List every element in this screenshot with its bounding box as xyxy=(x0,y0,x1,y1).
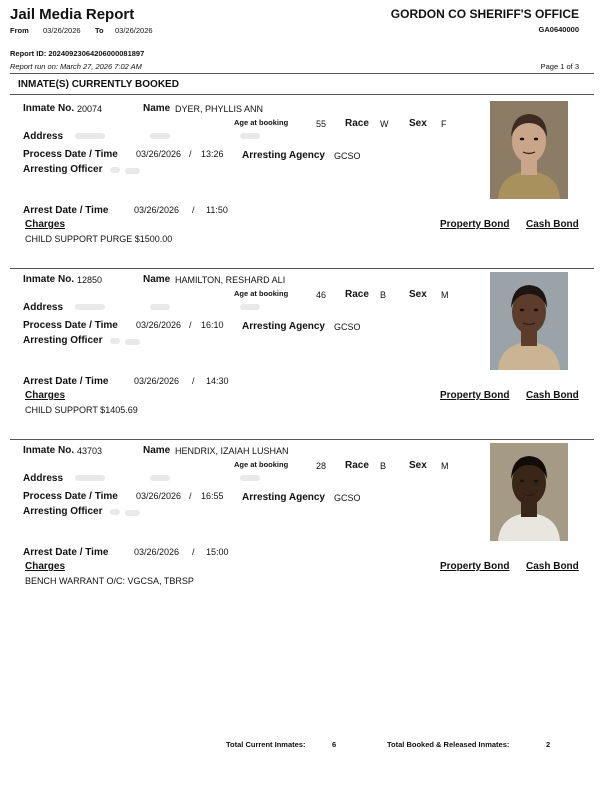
process-date: 03/26/2026 xyxy=(136,320,182,330)
sex-value: M xyxy=(441,290,449,300)
name-label: Name xyxy=(143,103,171,114)
cash-bond-label: Cash Bond xyxy=(526,390,579,401)
address-label: Address xyxy=(23,131,64,142)
arresting-agency: GCSO xyxy=(334,322,361,332)
process-date-label: Process Date / Time xyxy=(23,320,118,331)
from-label: From xyxy=(10,26,29,35)
redacted-text xyxy=(240,133,260,139)
charges-label: Charges xyxy=(25,390,66,401)
property-bond-label: Property Bond xyxy=(440,390,510,401)
age-value: 46 xyxy=(316,290,327,300)
booking-photo xyxy=(490,101,568,199)
race-label: Race xyxy=(345,289,369,300)
arrest-slash: / xyxy=(192,376,195,386)
charges-label: Charges xyxy=(25,561,66,572)
arrest-date-label: Arrest Date / Time xyxy=(23,205,109,216)
from-date: 03/26/2026 xyxy=(43,26,81,35)
age-label: Age at booking xyxy=(234,118,289,127)
sex-label: Sex xyxy=(409,460,427,471)
age-value: 55 xyxy=(316,119,327,129)
race-label: Race xyxy=(345,118,369,129)
process-date-label: Process Date / Time xyxy=(23,491,118,502)
process-time: 16:55 xyxy=(201,491,224,501)
arresting-agency-label: Arresting Agency xyxy=(242,150,325,161)
arresting-agency-label: Arresting Agency xyxy=(242,492,325,503)
redacted-text xyxy=(150,133,170,139)
to-date: 03/26/2026 xyxy=(115,26,153,35)
race-value: B xyxy=(380,461,387,471)
arrest-slash: / xyxy=(192,547,195,557)
inmate-no-label: Inmate No. xyxy=(23,103,75,114)
arrest-time: 15:00 xyxy=(206,547,229,557)
age-value: 28 xyxy=(316,461,327,471)
address-label: Address xyxy=(23,473,64,484)
arrest-time: 11:50 xyxy=(206,205,228,215)
cash-bond-label: Cash Bond xyxy=(526,219,579,230)
redacted-text xyxy=(150,304,170,310)
total-current-value: 6 xyxy=(332,740,337,749)
booking-photo xyxy=(490,272,568,370)
agency-name: GORDON CO SHERIFF'S OFFICE xyxy=(390,7,579,21)
race-value: W xyxy=(380,119,389,129)
process-date: 03/26/2026 xyxy=(136,491,182,501)
process-slash: / xyxy=(189,149,192,159)
redacted-text xyxy=(125,168,140,174)
section-title: INMATE(S) CURRENTLY BOOKED xyxy=(18,79,179,90)
process-time: 16:10 xyxy=(201,320,224,330)
inmate-number: 12850 xyxy=(77,275,103,285)
inmate-name: HAMILTON, RESHARD ALI xyxy=(175,275,286,285)
report-run-on: Report run on: March 27, 2026 7:02 AM xyxy=(10,62,142,71)
age-label: Age at booking xyxy=(234,289,289,298)
property-bond-label: Property Bond xyxy=(440,561,510,572)
redacted-text xyxy=(240,475,260,481)
redacted-text xyxy=(150,475,170,481)
arrest-slash: / xyxy=(192,205,195,215)
process-time: 13:26 xyxy=(201,149,224,159)
arresting-agency-label: Arresting Agency xyxy=(242,321,325,332)
arrest-date: 03/26/2026 xyxy=(134,547,180,557)
process-slash: / xyxy=(189,320,192,330)
arresting-agency: GCSO xyxy=(334,493,361,503)
arrest-date: 03/26/2026 xyxy=(134,376,180,386)
arresting-agency: GCSO xyxy=(334,151,361,161)
age-label: Age at booking xyxy=(234,460,289,469)
name-label: Name xyxy=(143,274,171,285)
redacted-text xyxy=(125,339,140,345)
arresting-officer-label: Arresting Officer xyxy=(23,506,103,517)
booking-photo xyxy=(490,443,568,541)
address-label: Address xyxy=(23,302,64,313)
redacted-text xyxy=(110,509,120,515)
process-date: 03/26/2026 xyxy=(136,149,182,159)
process-slash: / xyxy=(189,491,192,501)
inmate-no-label: Inmate No. xyxy=(23,274,75,285)
property-bond-label: Property Bond xyxy=(440,219,510,230)
sex-value: M xyxy=(441,461,449,471)
divider xyxy=(10,94,594,95)
inmate-number: 43703 xyxy=(77,446,103,456)
inmate-no-label: Inmate No. xyxy=(23,445,75,456)
inmate-number: 20074 xyxy=(77,104,103,114)
charges-text: CHILD SUPPORT PURGE $1500.00 xyxy=(25,234,173,244)
charges-label: Charges xyxy=(25,219,66,230)
divider xyxy=(10,268,594,269)
redacted-text xyxy=(125,510,140,516)
arrest-time: 14:30 xyxy=(206,376,229,386)
name-label: Name xyxy=(143,445,171,456)
total-current-label: Total Current Inmates: xyxy=(226,740,306,749)
agency-ori: GA0640000 xyxy=(538,25,579,34)
redacted-text xyxy=(240,304,260,310)
sex-label: Sex xyxy=(409,289,427,300)
report-id: Report ID: 20240923064206000081897 xyxy=(10,49,145,58)
sex-value: F xyxy=(441,119,447,129)
total-released-label: Total Booked & Released Inmates: xyxy=(387,740,510,749)
arrest-date-label: Arrest Date / Time xyxy=(23,376,109,387)
redacted-text xyxy=(75,133,105,139)
redacted-text xyxy=(110,167,120,173)
race-label: Race xyxy=(345,460,369,471)
charges-text: BENCH WARRANT O/C: VGCSA, TBRSP xyxy=(25,576,194,586)
divider xyxy=(10,439,594,440)
redacted-text xyxy=(75,475,105,481)
arresting-officer-label: Arresting Officer xyxy=(23,164,103,175)
arrest-date: 03/26/2026 xyxy=(134,205,180,215)
to-label: To xyxy=(95,26,104,35)
cash-bond-label: Cash Bond xyxy=(526,561,579,572)
inmate-name: HENDRIX, IZAIAH LUSHAN xyxy=(175,446,289,456)
divider xyxy=(10,73,594,74)
sex-label: Sex xyxy=(409,118,427,129)
arresting-officer-label: Arresting Officer xyxy=(23,335,103,346)
redacted-text xyxy=(75,304,105,310)
redacted-text xyxy=(110,338,120,344)
page-number: Page 1 of 3 xyxy=(540,62,579,71)
process-date-label: Process Date / Time xyxy=(23,149,118,160)
charges-text: CHILD SUPPORT $1405.69 xyxy=(25,405,138,415)
race-value: B xyxy=(380,290,387,300)
inmate-name: DYER, PHYLLIS ANN xyxy=(175,104,264,114)
total-released-value: 2 xyxy=(546,740,551,749)
arrest-date-label: Arrest Date / Time xyxy=(23,547,109,558)
report-title: Jail Media Report xyxy=(10,6,135,23)
